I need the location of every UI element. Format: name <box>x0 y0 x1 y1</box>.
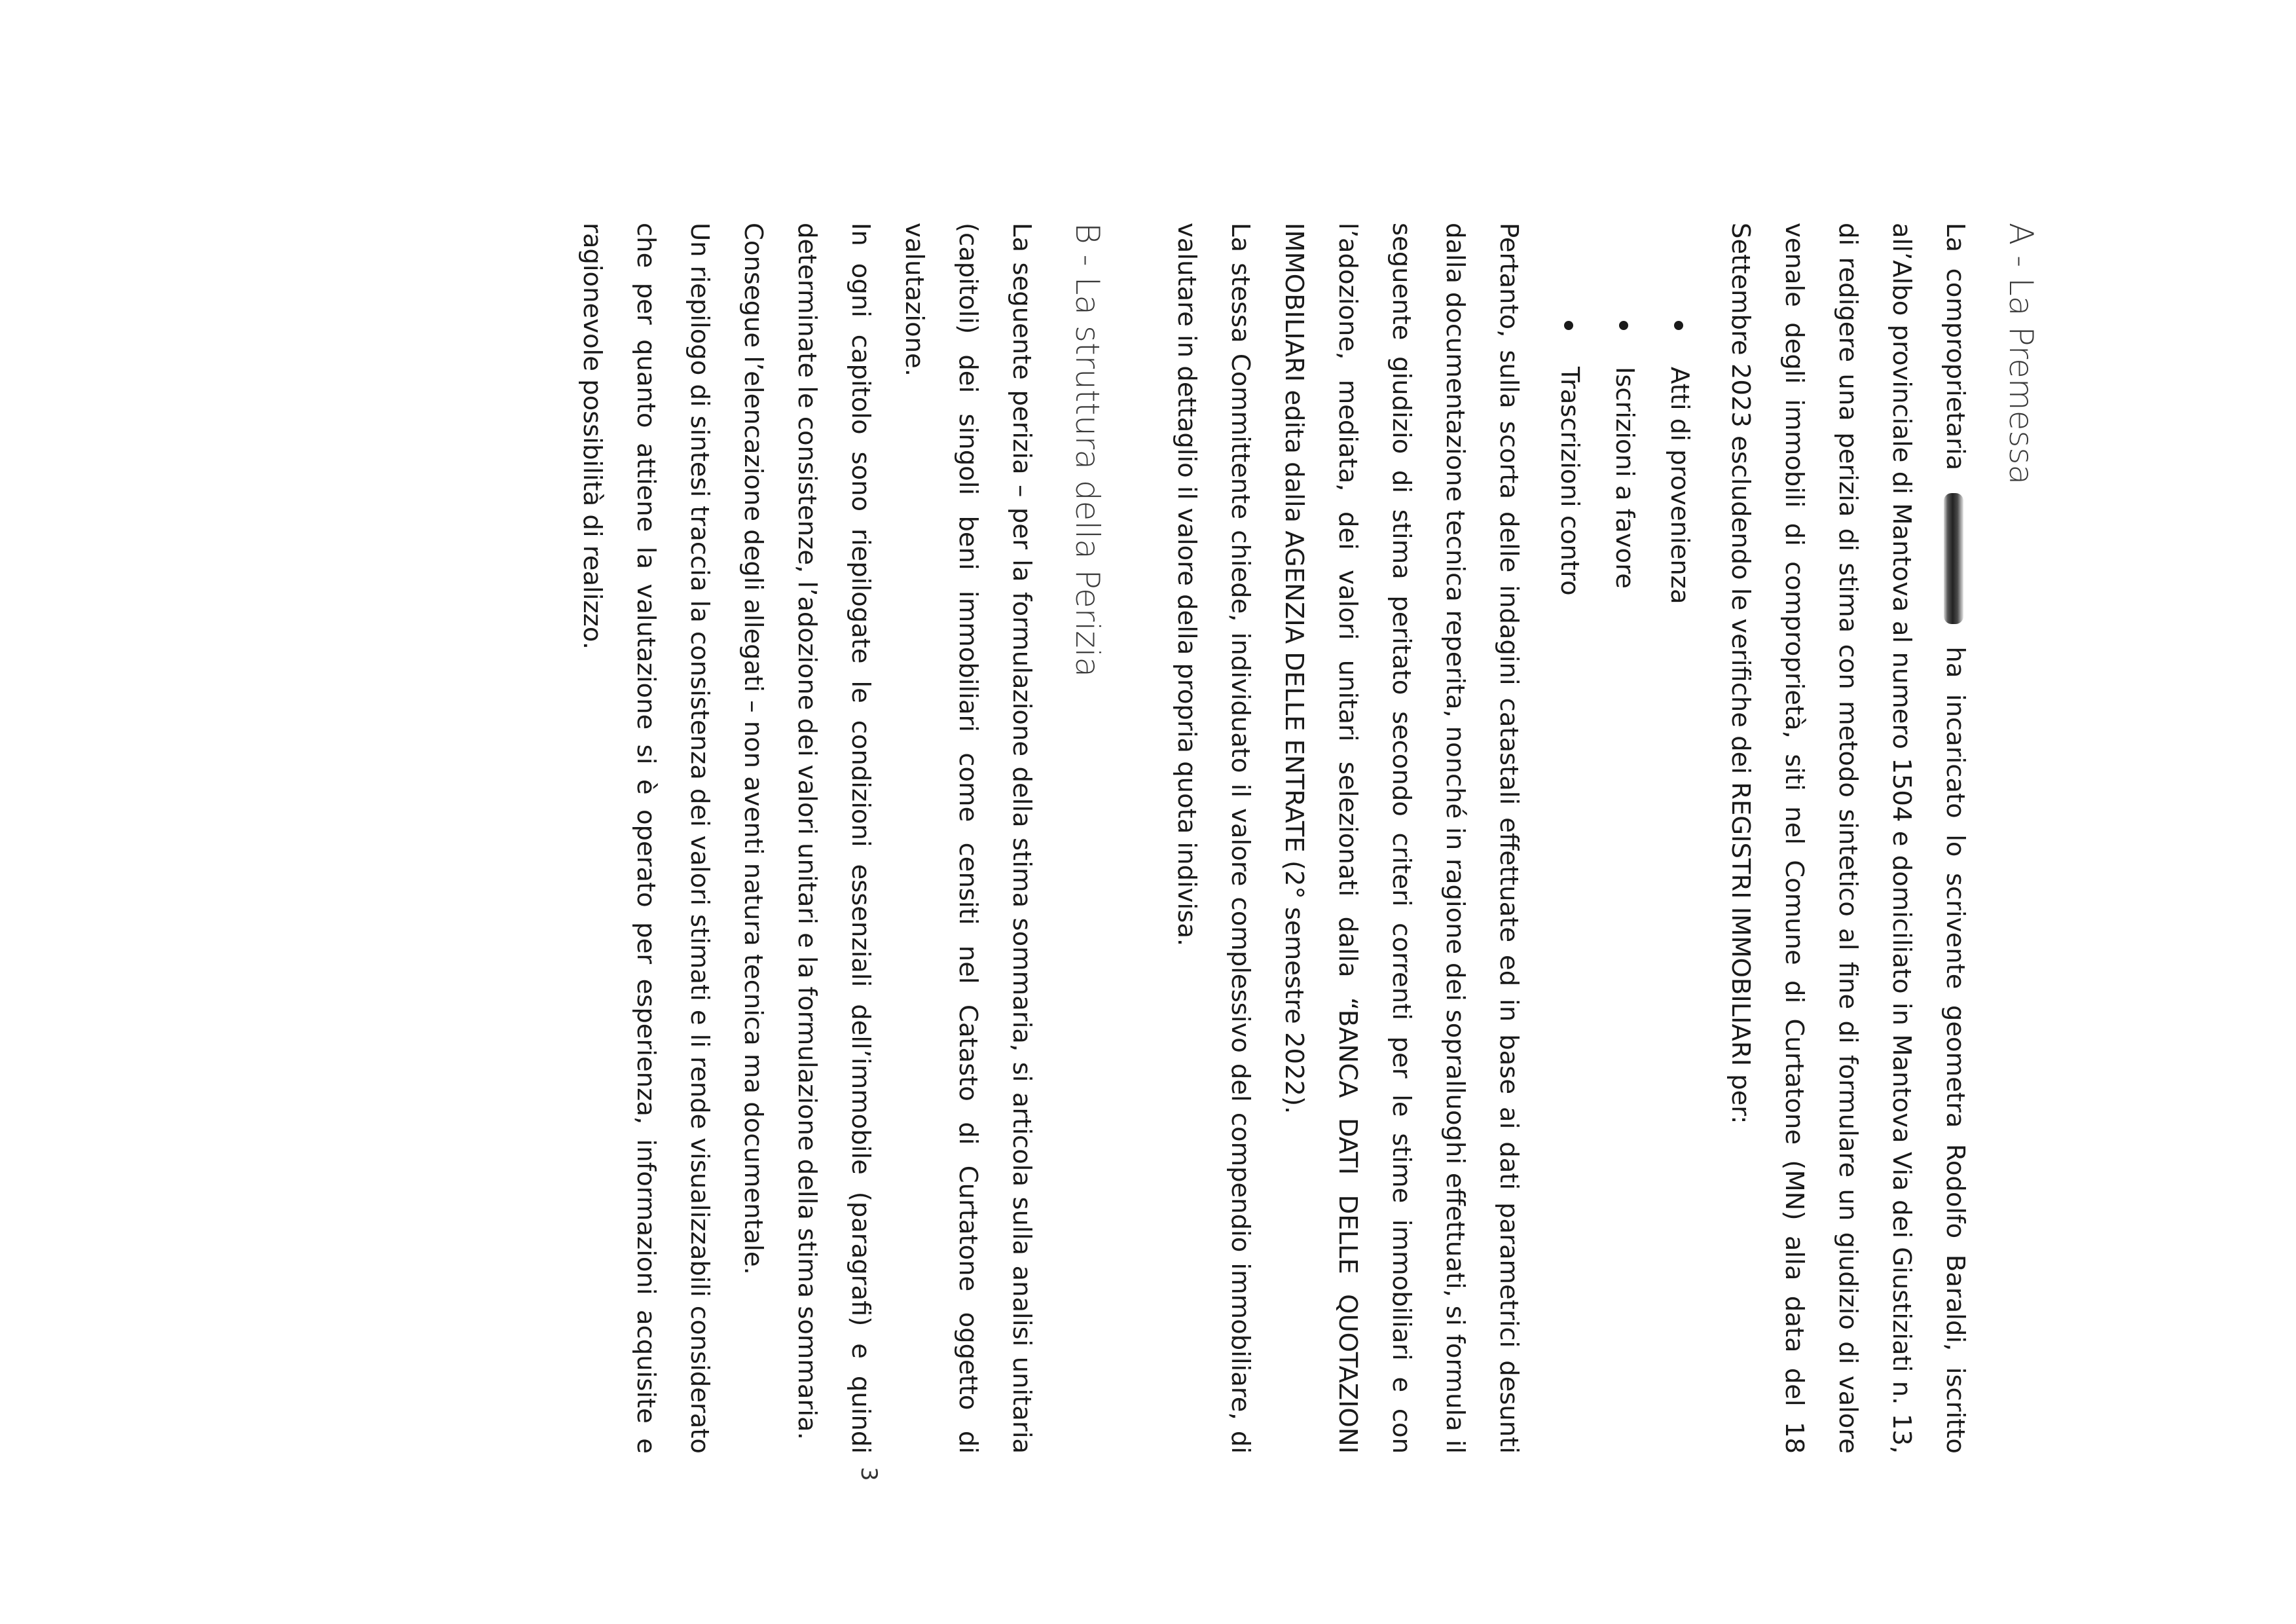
verification-list <box>1542 223 1707 1454</box>
list-item: Trascrizioni contro <box>1542 321 1597 1454</box>
section-b-paragraph-4: Un riepilogo di sintesi traccia la consistenza dei valori stimati e li rende visualizzabili considerato che per quanto attiene la valutazione si è operato per esperienza, informazioni acquisite e ragionevole possibilità di realizzo. <box>577 223 714 1454</box>
redaction-mark <box>1944 493 1964 624</box>
list-item: Iscrizioni a favore <box>1597 321 1652 1454</box>
section-b-paragraph-3: Consegue l’elencazione degli allegati – non aventi natura tecnica ma documentale. <box>738 223 768 1275</box>
section-a-intro-paragraph <box>1713 223 1982 1454</box>
intro-text-after: ha incaricato lo scrivente geometra Rodolfo Baraldi, iscritto all’Albo provinciale di Mantova al numero 1504 e domiciliato in Mantova Via dei Giustiziati n. 13, di redigere una perizia di stima con metodo sintetico al fine di formulare un giudizio di valore venale degli immobili di comproprietà, siti nel Comune di Curtatone (MN) alla data del 18 Settembre 2023 escludendo le verifiche dei REGISTRI IMMOBILIARI per: <box>1726 223 1970 1454</box>
section-a-heading: A - La Premessa <box>2002 223 2040 485</box>
list-item: Atti di provenienza <box>1652 321 1707 1454</box>
section-a-paragraph-3: La stessa Committente chiede, individuato il valore complessivo del compendio immobiliare, di valutare in dettaglio il valore della propria quota indivisa. <box>1172 223 1255 1454</box>
document-body <box>565 223 2041 1454</box>
page-number: 3 <box>856 1467 882 1481</box>
bullet-icon <box>1674 321 1683 330</box>
bullet-icon <box>1564 321 1573 330</box>
section-b-paragraph-2: In ogni capitolo sono riepilogate le condizioni essenziali dell’immobile (paragrafi) e quindi determinate le consistenze, l’adozione dei valori unitari e la formulazione della stima sommaria. <box>792 223 875 1454</box>
section-b-paragraph-1: La seguente perizia – per la formulazione della stima sommaria, si articola sulla analisi unitaria (capitoli) dei singoli beni immobiliari come censiti nel Catasto di Curtatone oggetto di valutazione. <box>900 223 1036 1454</box>
section-b-heading: B - La struttura della Perizia <box>1068 223 1106 678</box>
section-a-paragraph-2: Pertanto, sulla scorta delle indagini catastali effettuate ed in base ai dati parametrici desunti dalla documentazione tecnica reperita, nonché in ragione dei sopralluoghi effettuati, si formula il seguente giudizio di stima peritato secondo criteri correnti per le stime immobiliari e con l’adozione, mediata, dei valori unitari selezionati dalla “BANCA DATI DELLE QUOTAZIONI IMMOBILIARI edita dalla AGENZIA DELLE ENTRATE (2° semestre 2022). <box>1279 223 1523 1454</box>
bullet-icon <box>1619 321 1628 330</box>
intro-text-before: La comproprietaria <box>1941 223 1970 471</box>
